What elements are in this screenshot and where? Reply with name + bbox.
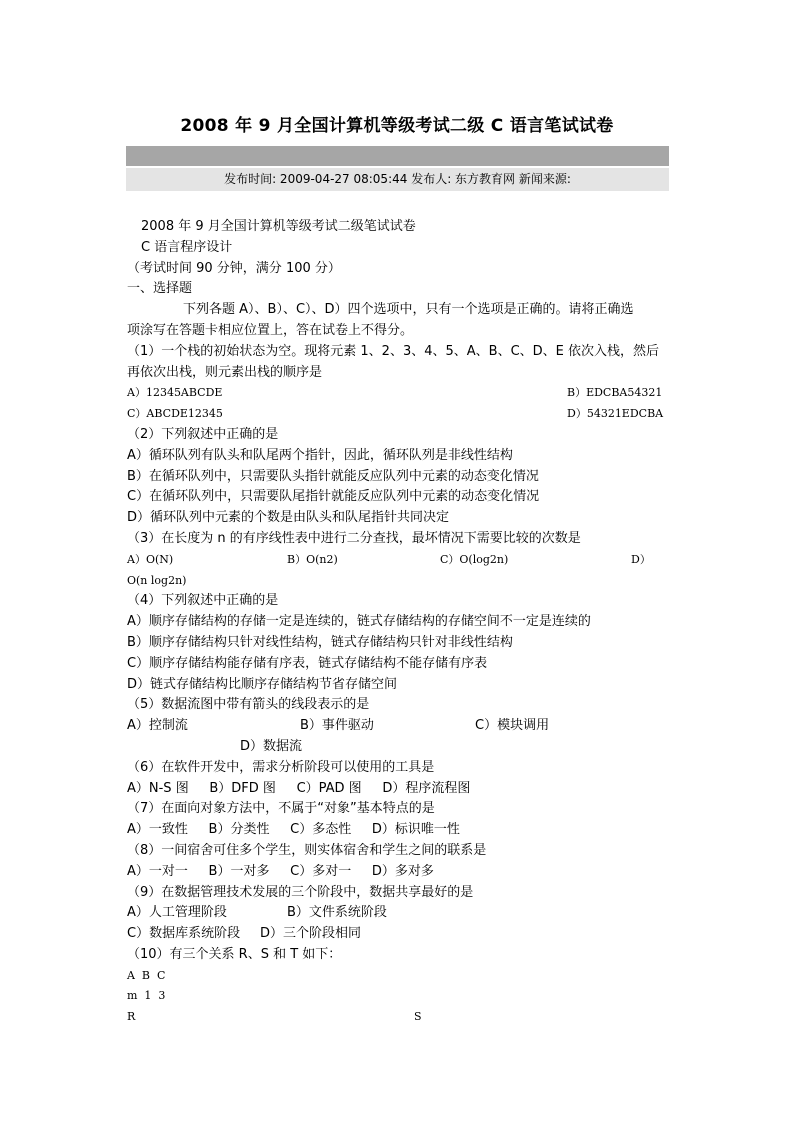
question-8-options: A）一对一 B）一对多 C）多对一 D）多对多 xyxy=(127,863,434,879)
question-6: （6）在软件开发中，需求分析阶段可以使用的工具是 xyxy=(127,759,435,775)
option-d: D）54321EDCBA xyxy=(567,407,664,421)
question-7: （7）在面向对象方法中，不属于“对象”基本特点的是 xyxy=(127,801,435,817)
option-c: C）在循环队列中，只需要队尾指针就能反应队列中元素的动态变化情况 xyxy=(127,489,540,505)
option-d-cont: O(n log2n) xyxy=(127,573,187,587)
option-c: C）模块调用 xyxy=(475,718,550,734)
option-d: D）三个阶段相同 xyxy=(260,926,362,942)
instructions-line-2: 项涂写在答题卡相应位置上，答在试卷上不得分。 xyxy=(127,322,414,338)
question-8: （8）一间宿舍可住多个学生，则实体宿舍和学生之间的联系是 xyxy=(127,842,487,858)
question-2: （2）下列叙述中正确的是 xyxy=(127,426,279,442)
relation-header-row: A B C xyxy=(127,968,166,982)
option-b: B）EDCBA54321 xyxy=(567,386,663,400)
question-1-cont: 再依次出栈，则元素出栈的顺序是 xyxy=(127,364,323,380)
option-d: D）链式存储结构比顺序存储结构节省存储空间 xyxy=(127,676,398,692)
subject-line: C 语言程序设计 xyxy=(141,239,233,255)
header-bar xyxy=(126,146,669,166)
relation-data-row: m 1 3 xyxy=(127,989,166,1003)
question-1: （1）一个栈的初始状态为空。现将元素 1、2、3、4、5、A、B、C、D、E 依次入栈，然后 xyxy=(127,343,660,359)
relation-s-label: S xyxy=(414,1010,422,1024)
question-4: （4）下列叙述中正确的是 xyxy=(127,593,279,609)
exam-content xyxy=(127,217,673,1028)
option-d: D）数据流 xyxy=(240,738,303,754)
question-5-options xyxy=(127,716,673,737)
option-c: C）ABCDE12345 xyxy=(127,407,223,421)
exam-time-line: （考试时间 90 分钟，满分 100 分） xyxy=(127,260,341,276)
option-b: B）O(n2) xyxy=(287,552,338,566)
option-a: A）O(N) xyxy=(127,552,174,566)
option-d: D）循环队列中元素的个数是由队头和队尾指针共同决定 xyxy=(127,510,450,526)
option-b: B）文件系统阶段 xyxy=(287,905,387,921)
document-title: 2008 年 9 月全国计算机等级考试二级 C 语言笔试试卷 xyxy=(180,116,614,136)
option-c: C）顺序存储结构能存储有序表，链式存储结构不能存储有序表 xyxy=(127,655,488,671)
question-9-options-row-2 xyxy=(127,924,673,945)
question-9: （9）在数据管理技术发展的三个阶段中，数据共享最好的是 xyxy=(127,884,474,900)
option-c: C）O(log2n) xyxy=(440,552,509,566)
option-b: B）顺序存储结构只针对线性结构，链式存储结构只针对非线性结构 xyxy=(127,634,513,650)
question-1-options-row-2 xyxy=(127,404,673,425)
relation-labels xyxy=(127,1007,673,1028)
option-a: A）控制流 xyxy=(127,718,188,734)
option-c: C）数据库系统阶段 xyxy=(127,926,241,942)
exam-heading: 2008 年 9 月全国计算机等级考试二级笔试试卷 xyxy=(141,219,416,234)
question-3-options xyxy=(127,550,673,571)
question-9-options-row-1 xyxy=(127,903,673,924)
instructions-line-1: 下列各题 A）、B）、C）、D）四个选项中，只有一个选项是正确的。请将正确选 xyxy=(183,302,634,318)
section-heading: 一、选择题 xyxy=(127,281,193,297)
option-d: D） xyxy=(631,552,651,566)
question-6-options: A）N-S 图 B）DFD 图 C）PAD 图 D）程序流程图 xyxy=(127,780,471,796)
option-a: A）人工管理阶段 xyxy=(127,905,227,921)
publish-info: 发布时间: 2009-04-27 08:05:44 发布人: 东方教育网 新闻来源: xyxy=(126,168,669,191)
question-3: （3）在长度为 n 的有序线性表中进行二分查找，最坏情况下需要比较的次数是 xyxy=(127,530,581,546)
option-b: B）事件驱动 xyxy=(300,718,374,734)
question-7-options: A）一致性 B）分类性 C）多态性 D）标识唯一性 xyxy=(127,822,460,838)
option-b: B）在循环队列中，只需要队头指针就能反应队列中元素的动态变化情况 xyxy=(127,468,539,484)
option-a: A）顺序存储结构的存储一定是连续的，链式存储结构的存储空间不一定是连续的 xyxy=(127,614,591,630)
question-1-options-row-1 xyxy=(127,383,673,404)
option-a: A）12345ABCDE xyxy=(127,386,223,400)
question-10: （10）有三个关系 R、S 和 T 如下： xyxy=(127,946,342,962)
relation-r-label: R xyxy=(127,1010,136,1024)
option-a: A）循环队列有队头和队尾两个指针，因此，循环队列是非线性结构 xyxy=(127,447,513,463)
question-5: （5）数据流图中带有箭头的线段表示的是 xyxy=(127,697,370,713)
